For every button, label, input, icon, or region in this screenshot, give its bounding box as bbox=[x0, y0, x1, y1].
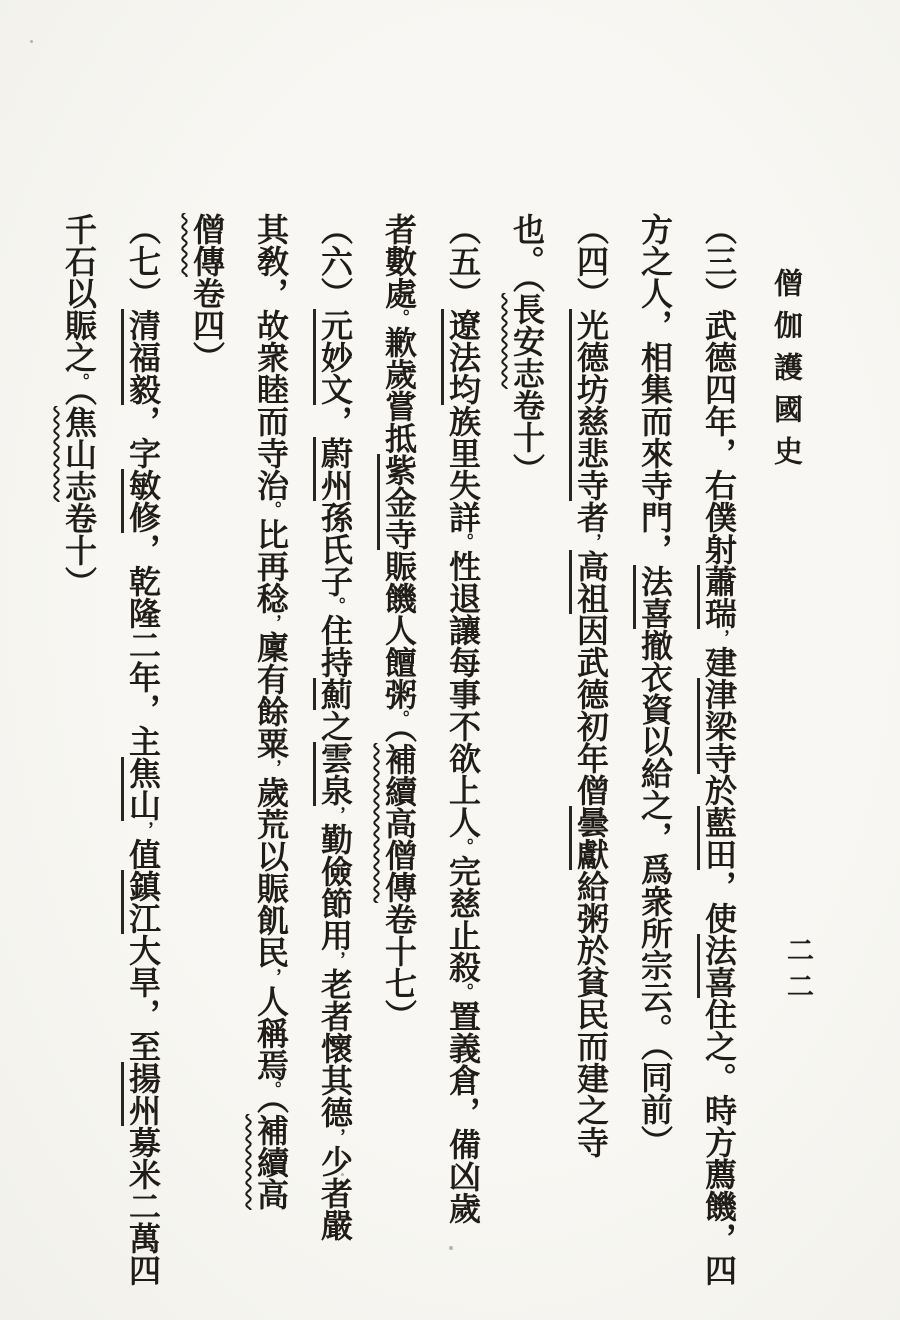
side-punctuation: ， bbox=[325, 1128, 345, 1145]
text-run: （ bbox=[380, 727, 418, 743]
text-run: （七） bbox=[124, 213, 162, 309]
text-run: 性退讓每事不欲上人 bbox=[444, 550, 482, 838]
proper-noun-marked-text: 元 bbox=[313, 309, 354, 341]
text-run: 其敎，故衆睦而寺治 bbox=[252, 213, 290, 501]
text-run: ，使 bbox=[700, 870, 738, 934]
text-run: 比再稔 bbox=[252, 518, 290, 614]
text-columns bbox=[31, 213, 738, 1286]
proper-noun-marked-text: 法喜 bbox=[697, 934, 738, 998]
text-run: （ bbox=[60, 390, 98, 406]
text-column bbox=[252, 213, 290, 1283]
proper-noun-marked-text: 高祖 bbox=[569, 550, 610, 614]
text-run: ， bbox=[316, 405, 354, 437]
side-punctuation: 。 bbox=[389, 309, 409, 326]
text-run: 廩有餘粟 bbox=[252, 631, 290, 759]
text-column bbox=[380, 213, 418, 1283]
proper-noun-marked-text: 藍田 bbox=[697, 806, 738, 870]
book-title-marked-text: 僧傳 bbox=[188, 213, 226, 277]
text-run: （四） bbox=[572, 213, 610, 309]
proper-noun-marked-text: 光德坊 bbox=[569, 309, 610, 405]
text-column bbox=[316, 213, 354, 1283]
text-run: 少者嚴 bbox=[316, 1145, 354, 1241]
text-run: 值 bbox=[124, 838, 162, 870]
text-column bbox=[508, 213, 546, 1283]
text-run: 方之人，相集而來寺門， bbox=[636, 213, 674, 565]
proper-noun-marked-text: 揚州 bbox=[121, 1062, 162, 1126]
text-run: 完慈止殺 bbox=[444, 855, 482, 983]
proper-noun-marked-text: 法均 bbox=[441, 341, 482, 405]
text-run: 千石以賑之 bbox=[60, 213, 98, 373]
book-title-marked-text: 補續高 bbox=[252, 1114, 290, 1210]
proper-noun-marked-text: 法喜 bbox=[633, 565, 674, 629]
text-column bbox=[700, 213, 738, 1286]
side-punctuation: 。 bbox=[261, 1081, 281, 1098]
proper-noun-marked-text: 津梁寺 bbox=[697, 678, 738, 774]
side-punctuation: 。 bbox=[69, 373, 89, 390]
text-column bbox=[188, 213, 226, 1283]
book-title-marked-text: 焦山志 bbox=[60, 406, 98, 502]
text-run: 給粥於貧民而建之寺 bbox=[572, 870, 610, 1158]
text-run: 募米二萬四 bbox=[124, 1126, 162, 1286]
text-column bbox=[444, 213, 482, 1283]
proper-noun-marked-text: 蔚州 bbox=[313, 437, 354, 501]
text-column bbox=[124, 213, 162, 1286]
side-punctuation: ， bbox=[133, 821, 153, 838]
running-title: 僧伽護國史 bbox=[770, 268, 804, 478]
side-punctuation: ， bbox=[261, 614, 281, 631]
proper-noun-marked-text: 焦山 bbox=[121, 757, 162, 821]
proper-noun-marked-text: 雲泉 bbox=[313, 742, 354, 806]
side-punctuation: 。 bbox=[325, 597, 345, 614]
text-run: 大旱，至 bbox=[124, 934, 162, 1062]
scan-speck bbox=[449, 1246, 453, 1250]
scan-speck bbox=[341, 1173, 344, 1176]
text-run: 之 bbox=[316, 710, 354, 742]
text-run: 歉歲嘗抵 bbox=[380, 326, 418, 454]
side-punctuation: ， bbox=[581, 533, 601, 550]
side-punctuation: 。 bbox=[453, 838, 473, 855]
text-run: 者 bbox=[572, 501, 610, 533]
proper-noun-marked-text: 敏修 bbox=[121, 469, 162, 533]
proper-noun-marked-text: 福毅 bbox=[121, 341, 162, 405]
side-punctuation: 。 bbox=[453, 983, 473, 1000]
text-run: 族里失詳 bbox=[444, 405, 482, 533]
text-run: 於 bbox=[700, 774, 738, 806]
text-run: 勤儉節用 bbox=[316, 823, 354, 951]
proper-noun-marked-text: 清 bbox=[121, 309, 162, 341]
side-punctuation: 。 bbox=[261, 501, 281, 518]
side-punctuation: ， bbox=[325, 951, 345, 968]
proper-noun-marked-text: 遼 bbox=[441, 309, 482, 341]
text-column bbox=[572, 213, 610, 1283]
text-run: 卷十） bbox=[508, 389, 546, 485]
proper-noun-marked-text: 紫金寺 bbox=[377, 454, 418, 550]
text-run: 卷四） bbox=[188, 277, 226, 373]
text-run: 撤衣資以給之，爲衆所宗云。（同前） bbox=[636, 629, 674, 1157]
text-run: 者數處 bbox=[380, 213, 418, 309]
text-run: 卷十七） bbox=[380, 903, 418, 1031]
text-run: ， bbox=[124, 533, 162, 565]
text-run: 歲荒以賑飢民 bbox=[252, 776, 290, 968]
side-punctuation: 。 bbox=[453, 533, 473, 550]
side-punctuation: ， bbox=[261, 968, 281, 985]
text-run: 住持 bbox=[316, 614, 354, 678]
side-punctuation: ， bbox=[261, 759, 281, 776]
page-number: 二二 bbox=[782, 936, 813, 1008]
text-run: 也。（ bbox=[508, 213, 546, 293]
text-run: ， bbox=[124, 405, 162, 437]
text-run: 賑饑人饘粥 bbox=[380, 550, 418, 710]
book-title-marked-text: 補續高僧傳 bbox=[380, 743, 418, 903]
book-title-marked-text: 長安志 bbox=[508, 293, 546, 389]
proper-noun-marked-text: 曇獻 bbox=[569, 806, 610, 870]
side-punctuation: ， bbox=[709, 629, 729, 646]
text-run: 建 bbox=[700, 646, 738, 678]
text-column bbox=[60, 213, 98, 1283]
scan-speck bbox=[30, 40, 33, 43]
text-run: 住之。時方薦饑，四 bbox=[700, 998, 738, 1286]
text-run: 置義倉，備凶歲 bbox=[444, 1000, 482, 1224]
side-punctuation: 。 bbox=[389, 710, 409, 727]
text-column bbox=[636, 213, 674, 1283]
text-run: （三）武德四年，右僕射 bbox=[700, 213, 738, 565]
proper-noun-marked-text: 鎮江 bbox=[121, 870, 162, 934]
text-run: 字 bbox=[124, 437, 162, 469]
text-run: 孫氏子 bbox=[316, 501, 354, 597]
text-run: 人稱焉 bbox=[252, 985, 290, 1081]
text-run: （五） bbox=[444, 213, 482, 309]
proper-noun-marked-text: 妙文 bbox=[313, 341, 354, 405]
text-run: 因武德初年僧 bbox=[572, 614, 610, 806]
text-run: 乾隆二年，主 bbox=[124, 565, 162, 757]
proper-noun-marked-text: 薊 bbox=[313, 678, 354, 710]
side-punctuation: ， bbox=[325, 806, 345, 823]
proper-noun-marked-text: 慈悲寺 bbox=[569, 405, 610, 501]
text-run: 卷十） bbox=[60, 502, 98, 598]
proper-noun-marked-text: 蕭瑞 bbox=[697, 565, 738, 629]
text-run: （六） bbox=[316, 213, 354, 309]
text-run: （ bbox=[252, 1098, 290, 1114]
text-run: 老者懷其德 bbox=[316, 968, 354, 1128]
